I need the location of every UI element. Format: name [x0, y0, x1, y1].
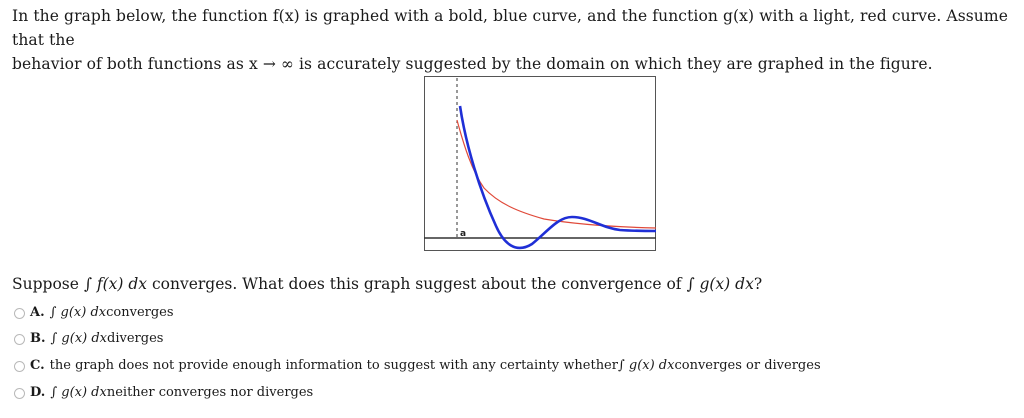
- option-d[interactable]: D. ∫ g(x) dx neither converges nor diverges: [14, 384, 313, 402]
- function-graph: [424, 76, 656, 268]
- a-label: a: [460, 229, 467, 239]
- radio-button-b[interactable]: [14, 334, 25, 345]
- g-curve: [457, 120, 656, 228]
- problem-statement: [12, 4, 1017, 76]
- option-a[interactable]: A. ∫ g(x) dx converges: [14, 304, 174, 322]
- graph-frame: [425, 77, 656, 251]
- prompt-line-1: In the graph below, the function f(x) is graphed with a bold, blue curve, and the function g(x) with a light, red curve. Assume that the: [12, 7, 1008, 49]
- option-c[interactable]: C. the graph does not provide enough information to suggest with any certainty whether ∫ g(x) dx converges or diverges: [14, 357, 821, 375]
- integral-f: ∫ f(x) dx: [83, 275, 148, 293]
- radio-button-c[interactable]: [14, 361, 25, 372]
- question-text: Suppose ∫ f(x) dx converges. What does this graph suggest about the convergence of ∫ g(x) dx?: [12, 275, 763, 293]
- integral-g: ∫ g(x) dx: [686, 275, 754, 293]
- prompt-line-2: behavior of both functions as x → ∞ is accurately suggested by the domain on which they are graphed in the figure.: [12, 55, 933, 73]
- option-b[interactable]: B. ∫ g(x) dx diverges: [14, 330, 163, 348]
- radio-button-a[interactable]: [14, 308, 25, 319]
- radio-button-d[interactable]: [14, 388, 25, 399]
